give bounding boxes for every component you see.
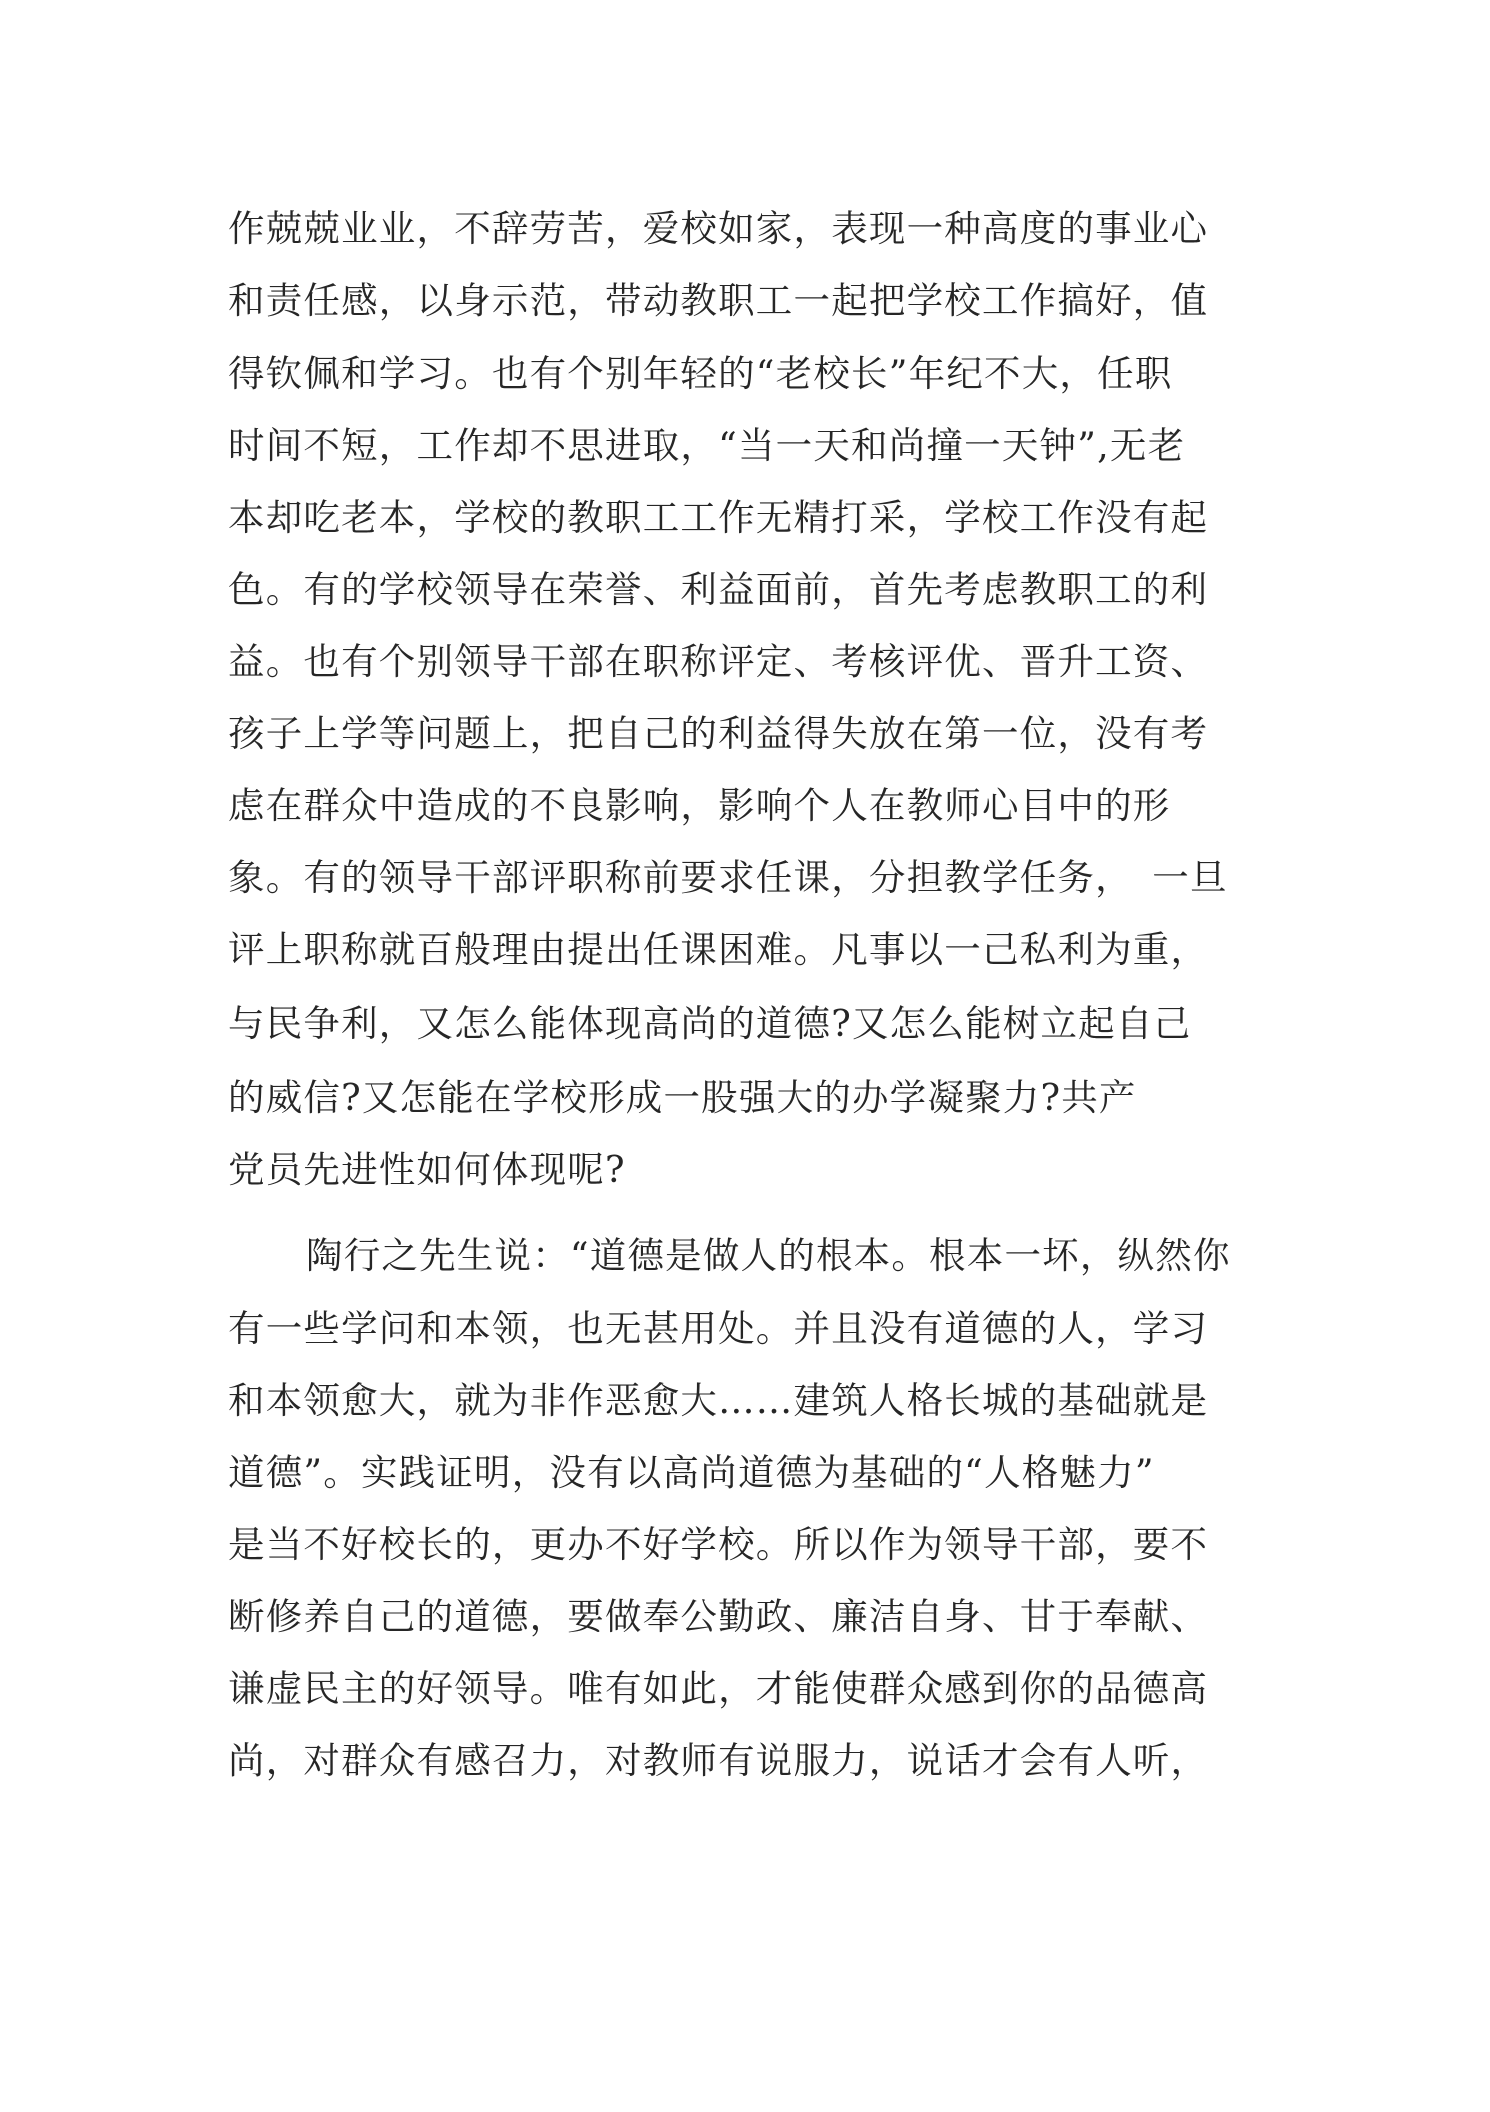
paragraph-1-line-7: 益。也有个别领导干部在职称评定、考核评优、晋升工资、 — [228, 640, 1209, 683]
paragraph-1-line-12: 与民争利，又怎么能体现高尚的道德?又怎么能树立起自己 — [228, 1002, 1192, 1045]
paragraph-2-line-8: 尚，对群众有感召力，对教师有说服力，说话才会有人听， — [228, 1739, 1209, 1782]
paragraph-2-line-1: 陶行之先生说：“道德是做人的根本。根本一坏，纵然你 — [306, 1234, 1231, 1277]
paragraph-2-line-4: 道德”。实践证明，没有以高尚道德为基础的“人格魅力” — [228, 1451, 1155, 1494]
paragraph-2-line-6: 断修养自己的道德，要做奉公勤政、廉洁自身、甘于奉献、 — [228, 1595, 1209, 1638]
paragraph-1-line-14: 党员先进性如何体现呢? — [228, 1148, 626, 1191]
paragraph-1-line-10: 象。有的领导干部评职称前要求任课，分担教学任务， 一旦 — [228, 856, 1228, 899]
paragraph-2-line-7: 谦虚民主的好领导。唯有如此，才能使群众感到你的品德高 — [228, 1667, 1209, 1710]
paragraph-2-line-2: 有一些学问和本领，也无甚用处。并且没有道德的人，学习 — [228, 1307, 1209, 1350]
paragraph-1-line-11: 评上职称就百般理由提出任课困难。凡事以一己私利为重， — [228, 928, 1209, 971]
paragraph-1-line-3: 得钦佩和学习。也有个别年轻的“老校长”年纪不大，任职 — [228, 352, 1173, 395]
paragraph-1-line-8: 孩子上学等问题上，把自己的利益得失放在第一位，没有考 — [228, 712, 1209, 755]
paragraph-1-line-5: 本却吃老本，学校的教职工工作无精打采，学校工作没有起 — [228, 496, 1209, 539]
paragraph-1-line-9: 虑在群众中造成的不良影响，影响个人在教师心目中的形 — [228, 784, 1171, 827]
paragraph-1-line-6: 色。有的学校领导在荣誉、利益面前，首先考虑教职工的利 — [228, 568, 1209, 611]
paragraph-1-line-13: 的威信?又怎能在学校形成一股强大的办学凝聚力?共产 — [228, 1076, 1137, 1119]
paragraph-1-line-1: 作兢兢业业，不辞劳苦，爱校如家，表现一种高度的事业心 — [228, 207, 1209, 250]
paragraph-2-line-3: 和本领愈大，就为非作恶愈大……建筑人格长城的基础就是 — [228, 1379, 1209, 1422]
paragraph-2-line-5: 是当不好校长的，更办不好学校。所以作为领导干部，要不 — [228, 1523, 1209, 1566]
paragraph-1-line-4: 时间不短，工作却不思进取，“当一天和尚撞一天钟”,无老 — [228, 424, 1186, 467]
paragraph-1-line-2: 和责任感，以身示范，带动教职工一起把学校工作搞好，值 — [228, 279, 1209, 322]
